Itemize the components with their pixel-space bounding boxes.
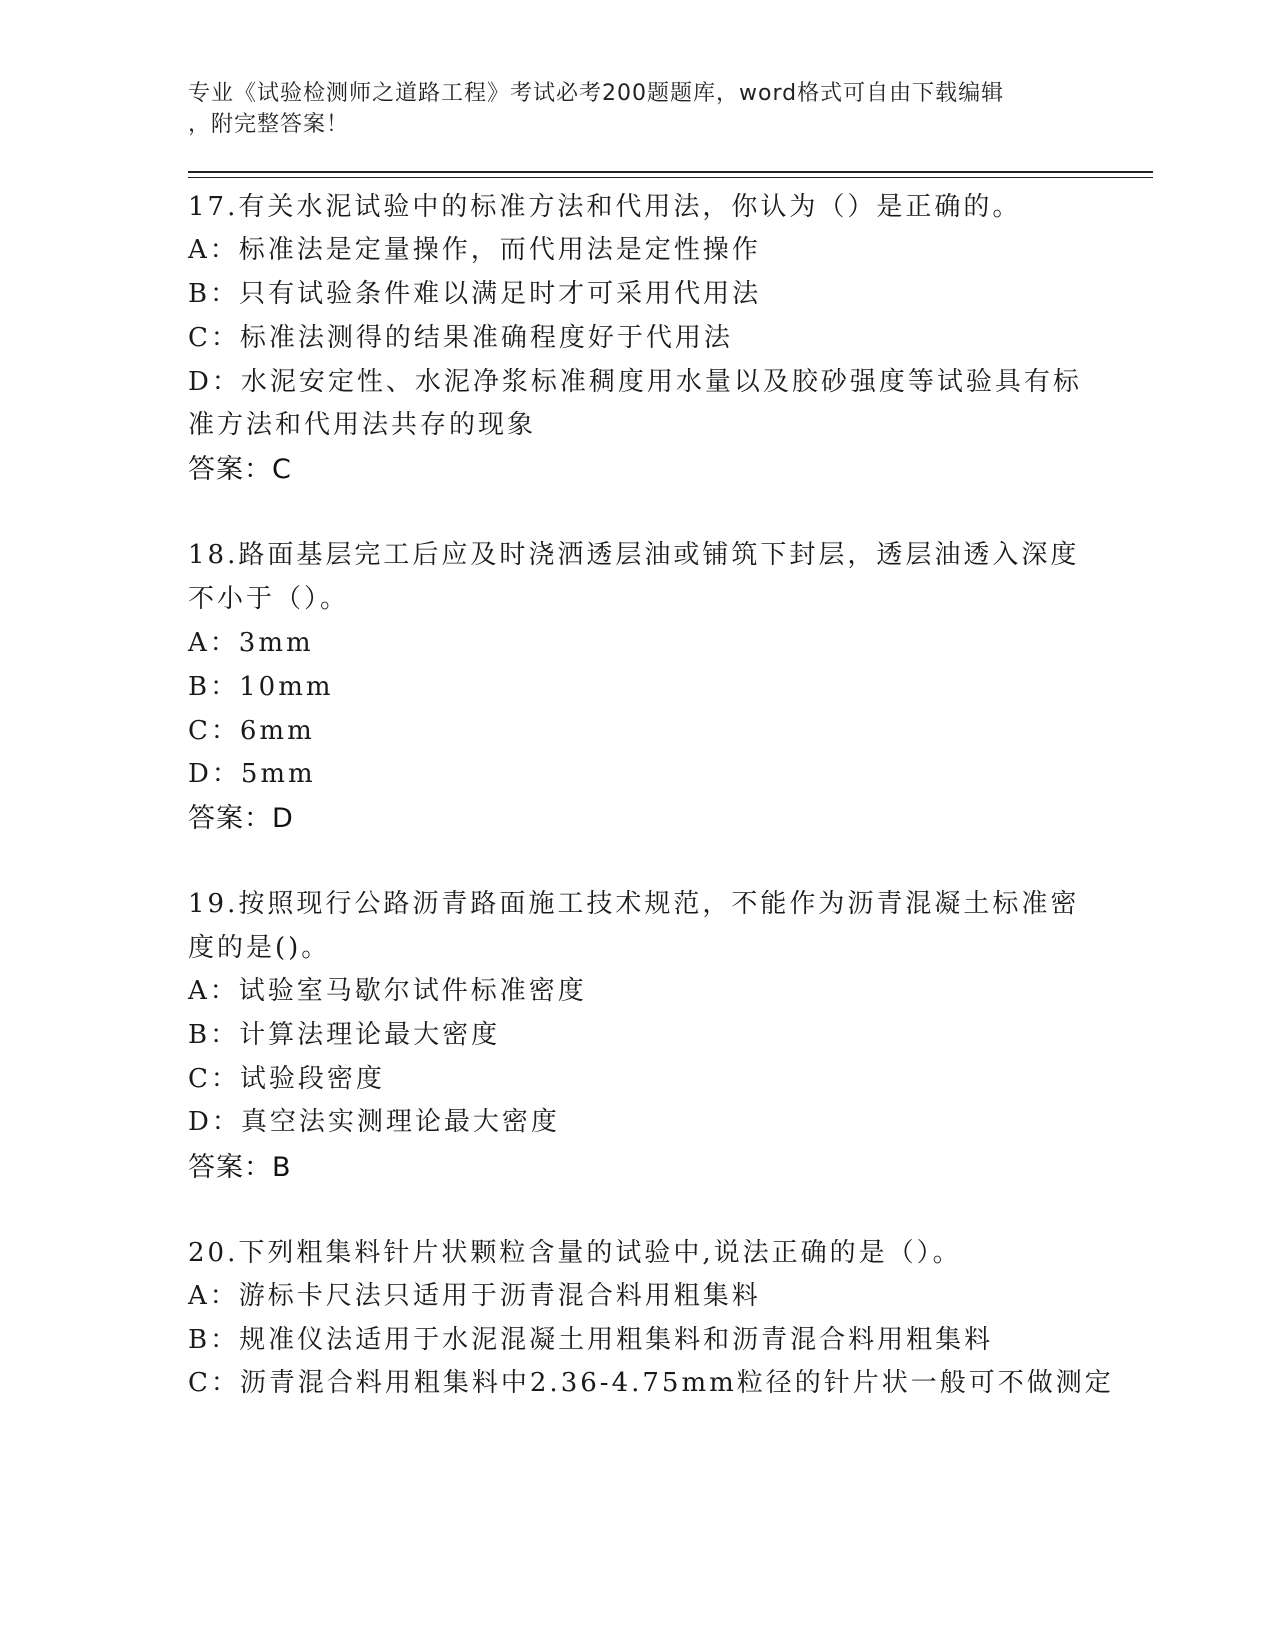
question-17-answer: 答案：C	[188, 454, 292, 485]
question-19-option-d: D：真空法实测理论最大密度	[188, 1107, 560, 1137]
question-19-option-c: C：试验段密度	[188, 1064, 385, 1094]
question-19-option-b: B：计算法理论最大密度	[188, 1020, 501, 1050]
question-17-option-d-cont: 准方法和代用法共存的现象	[188, 410, 537, 440]
doc-header-line-1: 专业《试验检测师之道路工程》考试必考200题题库，word格式可自由下载编辑	[188, 81, 1005, 106]
question-18-stem-cont: 不小于（）。	[188, 584, 350, 614]
question-18-stem: 18.路面基层完工后应及时浇洒透层油或铺筑下封层，透层油透入深度	[188, 540, 1080, 570]
question-20-option-c: C：沥青混合料用粗集料中2.36-4.75mm粒径的针片状一般可不做测定	[188, 1368, 1114, 1398]
question-17-stem: 17.有关水泥试验中的标准方法和代用法，你认为（）是正确的。	[188, 192, 1022, 222]
question-17-option-c: C：标准法测得的结果准确程度好于代用法	[188, 323, 733, 353]
question-18-option-a: A：3mm	[188, 628, 314, 658]
question-20-stem: 20.下列粗集料针片状颗粒含量的试验中,说法正确的是（）。	[188, 1238, 962, 1268]
header-rule-top	[188, 171, 1153, 173]
question-18-answer: 答案：D	[188, 803, 294, 834]
question-19-stem: 19.按照现行公路沥青路面施工技术规范，不能作为沥青混凝土标准密	[188, 889, 1080, 919]
doc-header-line-2: ，附完整答案！	[188, 112, 350, 137]
question-17-option-b: B：只有试验条件难以满足时才可采用代用法	[188, 279, 762, 309]
question-18-option-b: B：10mm	[188, 672, 334, 702]
question-20-option-a: A：游标卡尺法只适用于沥青混合料用粗集料	[188, 1281, 761, 1311]
header-rule-bottom	[188, 177, 1153, 178]
question-17-option-a: A：标准法是定量操作，而代用法是定性操作	[188, 235, 761, 265]
question-20-option-b: B：规准仪法适用于水泥混凝土用粗集料和沥青混合料用粗集料	[188, 1325, 994, 1355]
question-18-option-c: C：6mm	[188, 716, 315, 746]
question-19-stem-cont: 度的是()。	[188, 933, 331, 963]
question-18-option-d: D：5mm	[188, 759, 316, 789]
question-19-answer: 答案：B	[188, 1152, 292, 1183]
question-17-option-d: D：水泥安定性、水泥净浆标准稠度用水量以及胶砂强度等试验具有标	[188, 367, 1082, 397]
question-19-option-a: A：试验室马歇尔试件标准密度	[188, 976, 587, 1006]
